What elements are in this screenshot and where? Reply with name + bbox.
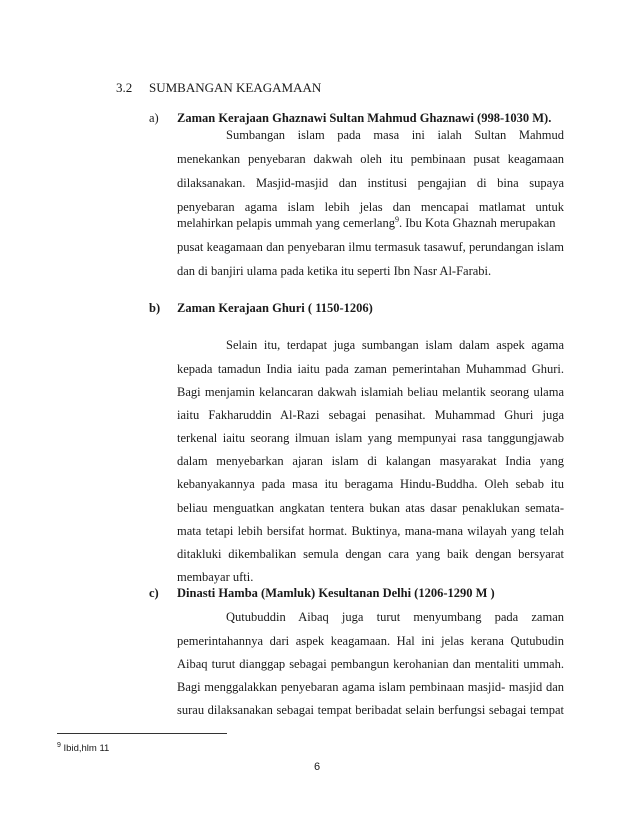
- paragraph-a-line-4: penyebaran agama islam lebih jelas dan mencapai matlamat untuk: [177, 200, 564, 214]
- page-number: 6: [314, 761, 321, 773]
- paragraph-c-line-4: Bagi menggalakkan penyebaran agama islam pembinaan masjid- masjid dan: [177, 680, 564, 694]
- subsection-a-letter: a): [149, 111, 159, 125]
- paragraph-b-line-3: Bagi menjamin kelancaran dakwah islamiah beliau melantik seorang ulama: [177, 385, 564, 399]
- paragraph-c-line-1: Qutubuddin Aibaq juga turut menyumbang pada zaman: [226, 610, 564, 624]
- paragraph-a-line-6: pusat keagamaan dan penyebaran ilmu termasuk tasawuf, perundangan islam: [177, 240, 564, 254]
- paragraph-a-line-5-text: melahirkan pelapis ummah yang cemerlang: [177, 216, 395, 230]
- footnote-divider: [57, 733, 227, 734]
- paragraph-b-line-10: ditakluki dikembalikan semula dengan cara yang baik dengan bersyarat: [177, 547, 564, 561]
- paragraph-b-line-6: dalam menyebarkan ajaran islam di kalangan masyarakat India yang: [177, 454, 564, 468]
- footnote: [57, 743, 109, 754]
- subsection-a-title: Zaman Kerajaan Ghaznawi Sultan Mahmud Ghaznawi (998-1030 M).: [177, 111, 552, 125]
- paragraph-a-line-7: dan di banjiri ulama pada ketika itu seperti Ibn Nasr Al-Farabi.: [177, 264, 492, 278]
- paragraph-c-line-3: Aibaq turut dianggap sebagai pembangun kerohanian dan mentaliti ummah.: [177, 657, 564, 671]
- paragraph-c-line-2: pemerintahannya dari aspek keagamaan. Hal ini jelas kerana Qutubudin: [177, 634, 564, 648]
- subsection-b-title: Zaman Kerajaan Ghuri ( 1150-1206): [177, 301, 373, 315]
- footnote-number: 9: [57, 741, 61, 749]
- section-title: SUMBANGAN KEAGAMAAN: [149, 80, 322, 95]
- footnote-reference: 9: [394, 214, 399, 224]
- subsection-c-letter: c): [149, 586, 159, 600]
- paragraph-a-line-2: menekankan penyebaran dakwah oleh itu pembinaan pusat keagamaan: [177, 152, 564, 166]
- footnote-text: Ibid,hlm 11: [63, 743, 110, 754]
- paragraph-a-line-5: [177, 216, 564, 230]
- paragraph-b-line-2: kepada tamadun India iaitu pada zaman pemerintahan Muhammad Ghuri.: [177, 362, 564, 376]
- paragraph-a-line-3: dilaksanakan. Masjid-masjid dan institusi pengajian di bina supaya: [177, 176, 564, 190]
- paragraph-b-line-4: iaitu Fakharuddin Al-Razi sebagai penasihat. Muhammad Ghuri juga: [177, 408, 564, 422]
- paragraph-b-line-1: Selain itu, terdapat juga sumbangan islam dalam aspek agama: [226, 338, 564, 352]
- paragraph-c-line-5: surau dilaksanakan sebagai tempat beribadat selain berfungsi sebagai tempat: [177, 703, 564, 717]
- paragraph-a-line-1: Sumbangan islam pada masa ini ialah Sultan Mahmud: [226, 128, 564, 142]
- paragraph-b-line-9: mata tetapi lebih bersifat hormat. Buktinya, mana-mana wilayah yang telah: [177, 524, 564, 538]
- subsection-b-letter: b): [149, 301, 161, 315]
- paragraph-b-line-5: terkenal iaitu seorang ilmuan islam yang mempunyai rasa tanggungjawab: [177, 431, 564, 445]
- paragraph-b-line-7: kebanyakannya pada masa itu beragama Hindu-Buddha. Oleh sebab itu: [177, 477, 564, 491]
- paragraph-a-line-5-tail: . Ibu Kota Ghaznah merupakan: [398, 216, 556, 230]
- subsection-c-title: Dinasti Hamba (Mamluk) Kesultanan Delhi (1206-1290 M ): [177, 586, 495, 600]
- section-number: 3.2: [116, 80, 133, 95]
- paragraph-b-line-8: beliau menguatkan angkatan tentera bukan atas dasar penaklukan semata-: [177, 501, 564, 515]
- paragraph-b-line-11: membayar ufti.: [177, 570, 254, 584]
